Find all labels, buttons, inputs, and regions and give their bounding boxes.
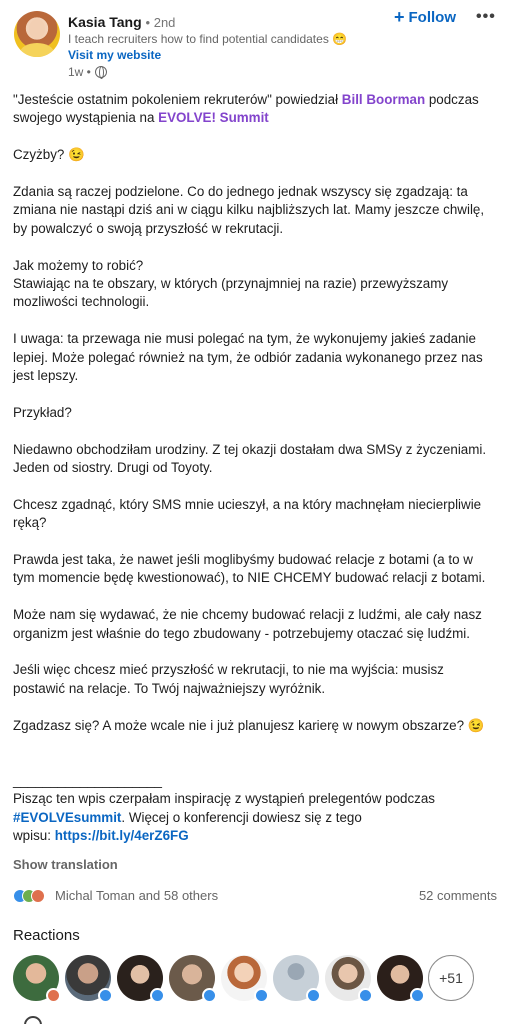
reactors-link[interactable]: Michal Toman and 58 others — [55, 888, 219, 903]
follow-button[interactable] — [394, 9, 456, 26]
post-link[interactable]: https://bit.ly/4erZ6FG — [54, 828, 189, 844]
next-item-icon — [24, 1016, 42, 1024]
reactions-heading: Reactions — [13, 927, 80, 944]
post-paragraph: Jeśli więc chcesz mieć przyszłość w rekrutacji, to nie ma wyjścia: musisz postawić na relacje. To Twój najważniejszy wyróżnik. — [13, 662, 444, 696]
reaction-icons[interactable] — [13, 889, 55, 903]
connection-degree: • 2nd — [145, 15, 176, 30]
text-span: . Więcej o konferencji dowiesz się z tego — [121, 809, 362, 825]
text-span: Pisząc ten wpis czerpałam inspirację z wystąpień prelegentów podczas — [13, 791, 436, 807]
comments-count-link[interactable]: 52 comments — [418, 888, 497, 903]
like-icon — [306, 988, 321, 1003]
author-name-text[interactable]: Kasia Tang — [68, 14, 142, 30]
post-paragraph: Przykład? — [13, 404, 72, 420]
post-meta — [68, 65, 107, 79]
post-paragraph — [13, 772, 497, 846]
globe-icon — [95, 66, 107, 78]
text-span: Jak możemy to robić? — [13, 257, 144, 273]
text-span: Niedawno obchodziłam urodziny. Z tej okazji dostałam dwa SMSy z życzeniami. — [13, 441, 487, 457]
reactor-avatar[interactable] — [325, 955, 371, 1001]
like-icon — [254, 988, 269, 1003]
like-icon — [358, 988, 373, 1003]
love-icon — [46, 988, 61, 1003]
reactor-avatars — [13, 955, 497, 1003]
like-icon — [410, 988, 425, 1003]
reactor-avatar[interactable] — [117, 955, 163, 1001]
post-paragraph: Chcesz zgadnąć, który SMS mnie ucieszył, a na który machnęłam niecierpliwie ręką? — [13, 496, 482, 531]
mention-evolve-summit[interactable]: EVOLVE! Summit — [158, 110, 269, 126]
divider-rule: ____________________ — [13, 772, 162, 788]
post-paragraph: Prawda jest taka, że nawet jeśli moglibyśmy budować relacje z botami (a to w tym momencie będę kwestionować), to NIE CHCEMY budować relacji z botami. — [13, 552, 486, 586]
text-span: podczas swojego wystąpienia na — [13, 92, 479, 126]
reactor-avatar[interactable] — [273, 955, 319, 1001]
visit-website-link[interactable]: Visit my website — [68, 48, 162, 62]
post-paragraph: Może nam się wydawać, że nie chcemy budować relacji z ludźmi, ale cały nasz organizm jest właśnie do tego zbudowany - potrzebujemy otaczać się ludźmi. — [13, 607, 482, 641]
post-paragraph: Zdania są raczej podzielone. Co do jednego jednak wszyscy się zgadzają: ta zmiana nie nastąpi dziś ani w ciągu kilku najbliższych lat. Mamy jeszcze chwilę, by powalczyć o swoją przyszłość w rekrutacji. — [13, 184, 485, 236]
author-headline: I teach recruiters how to find potential candidates 😁 — [68, 32, 348, 46]
post-time: 1w • — [68, 65, 91, 79]
like-icon — [202, 988, 217, 1003]
text-span: Jeden od siostry. Drugi od Toyoty. — [13, 460, 213, 476]
reactor-avatar[interactable] — [169, 955, 215, 1001]
avatar-face — [29, 19, 45, 39]
text-span: wpisu: — [13, 828, 55, 844]
more-reactors-button[interactable]: +51 — [428, 955, 474, 1001]
avatar-shirt — [20, 43, 54, 57]
show-translation-button[interactable]: Show translation — [13, 857, 118, 872]
author-name[interactable] — [68, 14, 175, 30]
social-counts — [13, 887, 497, 907]
post-paragraph — [13, 441, 497, 478]
post-paragraph: Czyżby? 😉 — [13, 147, 85, 163]
post-paragraph — [13, 257, 497, 312]
post-paragraph: I uwaga: ta przewaga nie musi polegać na tym, że wykonujemy jakieś zadanie lepiej. Może polegać również na tym, że odbiór zadania wykonanego przez nas jest lepszy. — [13, 331, 483, 384]
reactor-avatar[interactable] — [13, 955, 59, 1001]
follow-label: Follow — [408, 9, 457, 26]
author-avatar[interactable] — [14, 11, 60, 57]
post-header — [0, 0, 509, 84]
text-span: Stawiając na te obszary, w których (przynajmniej na razie) przewyższamy mozliwości technologii. — [13, 276, 449, 310]
more-options-button[interactable]: ••• — [476, 8, 496, 25]
hashtag-evolvesummit[interactable]: #EVOLVEsummit — [13, 809, 122, 825]
reactor-avatar[interactable] — [221, 955, 267, 1001]
mention-bill-boorman[interactable]: Bill Boorman — [341, 92, 426, 107]
like-icon — [150, 988, 165, 1003]
post-paragraph — [13, 91, 497, 128]
reactor-avatar[interactable] — [65, 955, 111, 1001]
reactor-avatar[interactable] — [377, 955, 423, 1001]
like-icon — [98, 988, 113, 1003]
post-body — [13, 91, 497, 845]
love-icon — [31, 889, 45, 903]
post-paragraph: Zgadzasz się? A może wcale nie i już planujesz karierę w nowym obszarze? 😉 — [13, 717, 485, 733]
text-span: "Jesteście ostatnim pokoleniem rekruterów" powiedział — [13, 92, 342, 107]
plus-icon: + — [394, 7, 405, 27]
